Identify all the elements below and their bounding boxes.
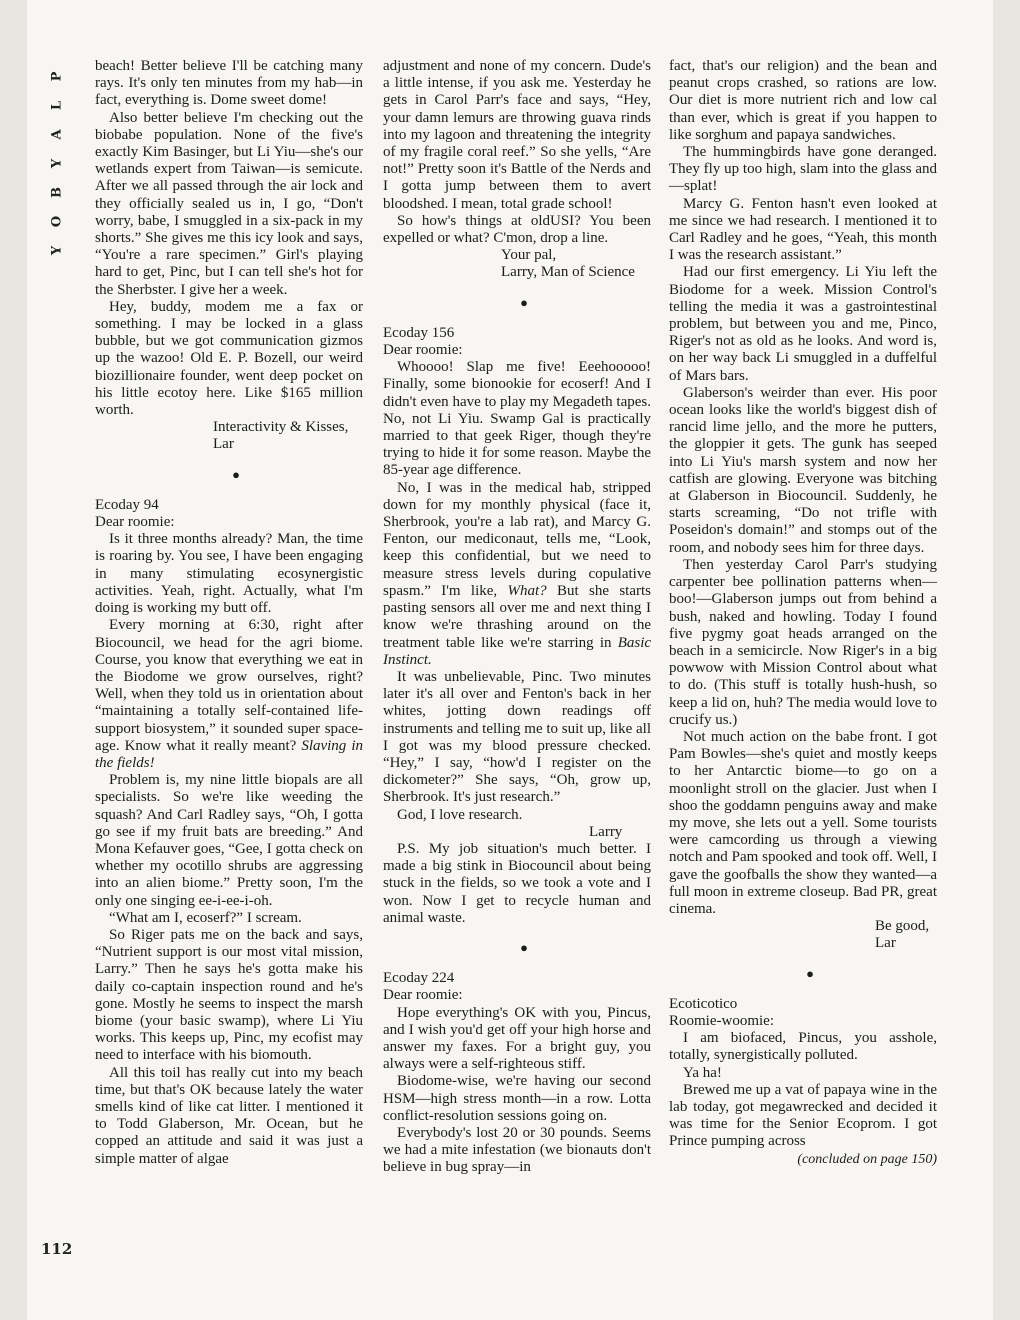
signoff: Interactivity & Kisses, [213,419,349,436]
continued-note: (concluded on page 150) [797,1151,937,1167]
text-column-2 [383,58,651,1177]
signoff: Your pal, [501,247,557,264]
masthead-letter: Y [49,158,65,169]
signature: Larry, Man of Science [501,264,635,281]
paragraph: Then yesterday Carol Parr's studying carpenter bee pollination patterns when—boo!—Glaberson jumps out from behind a bush, naked and howling. Today I found five pygmy goat heads arranged on the beach in a semicircle. Now Riger's in a big powwow with Mission Control about what to do. (This stuff is totally hush-hush, so keep a lid on, huh? The media would love to crucify us.) [669,556,937,728]
paragraph [383,480,651,669]
paragraph: Is it three months already? Man, the time is roaring by. You see, I have been engaging in many stimulating ecosynergistic activities. Yeah, right. Actually, what I'm doing is working my butt off. [95,531,363,617]
masthead-letter: O [49,215,65,228]
masthead-vertical [47,62,67,265]
entry-heading: Ecoday 224 [383,970,455,987]
section-bullet: ● [232,466,240,482]
text-column-1 [95,58,363,1168]
paragraph: It was unbelievable, Pinc. Two minutes later it's all over and Fenton's back in her whites, jotting down readings off instruments and telling me to suit up, like all I got was my blood pressure checked. “Hey,” I say, “how'd I register on the dickometer?” She says, “Oh, grow up, Sherbrook. It's just research.” [383,668,651,806]
section-bullet: ● [520,294,528,310]
italic-text: Basic Instinct. [383,634,652,668]
paragraph: All this toil has really cut into my beach time, but that's OK because lately the water smells kind of like cat litter. I mentioned it to Todd Glaberson, Mr. Ocean, but he copped an attitude and said it was just a simple matter of algae [95,1064,363,1167]
entry-heading: Ecoday 94 [95,496,159,513]
entry-heading: Ecoday 156 [383,324,455,341]
paragraph: Problem is, my nine little biopals are all specialists. So we're like weeding the squash? And Carl Radley says, “Oh, I gotta go see if my fruit bats are breeding.” And Mona Kefauver goes, “Gee, I gotta check on whether my ocotillo shrubs are aggressing into an alien biome.” Pretty soon, I'm the only one singing ee-i-ee-i-oh. [95,772,363,909]
page-number: 112 [41,1240,73,1258]
paragraph: Brewed me up a vat of papaya wine in the lab today, got megawrecked and decided it was time for the Senior Ecoprom. I got Prince pumping across [669,1081,937,1150]
signoff: Be good, [875,918,930,935]
paragraph: God, I love research. [397,806,523,823]
signature: Lar [875,935,896,952]
italic-text: What? [507,582,547,599]
entry-heading: Ecoticotico [669,995,738,1012]
paragraph: So Riger pats me on the back and says, “Nutrient support is our most vital mission, Larry.” Then he says he's gotta make his daily co-captain inspection round and he's gone. Mostly he seems to inspect the marsh biome (your basic swamp), where Li Yiu works. This keeps up, Pinc, my ecofist may need to interface with his biomouth. [95,926,363,1064]
paragraph: Also better believe I'm checking out the biobabe population. None of the five's exactly Kim Basinger, but Li Yiu—she's our wetlands expert from Taiwan—is semicute. After we all passed through the air lock and they officially sealed us in, I go, “Don't worry, babe, I smuggled in a six-pack in my shorts.” She gives me this icy look and says, “You're a rare specimen.” Girl's playing hard to get, Pinc, but I can tell she's hot for the Sherbster. I give her a week. [95,109,363,298]
paragraph: P.S. My job situation's much better. I made a big stink in Biocouncil about being stuck in the fields, so we took a vote and I won. Now I get to recycle human and animal waste. [383,840,651,926]
masthead-letter: Y [49,245,65,256]
section-bullet: ● [520,939,528,955]
masthead-letter: B [49,187,65,198]
salutation: Dear roomie: [95,514,175,531]
italic-text: Slaving in the fields! [95,737,363,771]
paragraph: Ya ha! [683,1064,722,1081]
paragraph: Not much action on the babe front. I got Pam Bowles—she's quiet and mostly keeps to her Antarctic biome—to go on a moonlight stroll on the glacier. Just when I shoo the goddamn penguins away and make my move, she lets out a yell. Some tourists were camcording us through a viewing notch and Pam spooked and took off. Well, I gave the goofballs the show they wanted—a full moon in extreme closeup. Bad PR, great cinema. [669,728,937,917]
paragraph-text: Every morning at 6:30, right after Biocouncil, we head for the agri biome. Course, you know that everything we eat in the Biodome we grow ourselves, right? Well, when they told us in orientation about “maintaining a totally self-contained life-support biosystem,” it sounded super space-age. Know what it really meant? [95,617,363,754]
text-column-3 [669,58,937,1168]
paragraph-text: But she starts pasting sensors all over me and next thing I know we're thrashing around on the treatment table like we're starring in [383,582,651,651]
paragraph-text: No, I was in the medical hab, stripped down for my monthly physical (face it, Sherbrook, you're a lab rat), and Marcy G. Fenton, our mediconaut, tells me, “Look, keep this confidential, but we need to measure stress levels during copulative spasm.” I'm like, [383,479,651,599]
masthead-letter: A [49,129,65,140]
salutation: Dear roomie: [383,342,463,359]
paragraph: Biodome-wise, we're having our second HSM—high stress month—in a row. Lotta conflict-resolution sessions going on. [383,1073,651,1124]
paragraph [95,617,363,772]
paragraph: Marcy G. Fenton hasn't even looked at me since we had research. I mentioned it to Carl Radley and he goes, “Yeah, this month I was the research assistant.” [669,195,937,264]
paragraph: Everybody's lost 20 or 30 pounds. Seems we had a mite infestation (we bionauts don't believe in bug spray—in [383,1124,651,1176]
paragraph: Hope everything's OK with you, Pincus, and I wish you'd get off your high horse and answer my faxes. For a bright guy, you always were a self-righteous stiff. [383,1004,651,1073]
paragraph: Had our first emergency. Li Yiu left the Biodome for a week. Mission Control's telling the media it was a gastrointestinal problem, but between you and me, Pinco, Riger's not as old as he looks. And word is, on her way back Li smuggled in a duffelful of Mars bars. [669,264,937,384]
paragraph: Hey, buddy, modem me a fax or something. I may be locked in a glass bubble, but we got communication gizmos up the wazoo! Old E. P. Bozell, our weird biozillionaire founder, went deep pocket on his little ecotoy here. Like $165 million worth. [95,298,363,419]
salutation: Dear roomie: [383,987,463,1004]
paragraph: Glaberson's weirder than ever. His poor ocean looks like the world's biggest dish of rancid lime jello, and the more he putters, the gloppier it gets. The gunk has seeped into Li Yiu's marsh system and now her catfish are glowing. Everyone was bitching at Glaberson in Biocouncil. Suddenly, he starts screaming, “Do not trifle with Poseidon's domain!” and stomps out of the room, and nobody sees him for three days. [669,384,937,556]
section-bullet: ● [806,965,814,981]
paragraph: beach! Better believe I'll be catching many rays. It's only ten minutes from my hab—in fact, everything is. Dome sweet dome! [95,58,363,109]
signature: Larry [589,823,623,840]
paragraph: The hummingbirds have gone deranged. They fly up too high, slam into the glass and—splat! [669,144,937,195]
paragraph: “What am I, ecoserf?” I scream. [109,909,302,926]
paragraph: So how's things at oldUSI? You been expelled or what? C'mon, drop a line. [383,212,651,247]
salutation: Roomie-woomie: [669,1012,774,1029]
paragraph: fact, that's our religion) and the bean and peanut crops crashed, so rations are low. Our diet is more nutrient rich and low cal than ever, which is great if you happen to like sorghum and papaya sandwiches. [669,58,937,143]
signature: Lar [213,436,234,453]
masthead-letter: P [49,71,65,82]
paragraph: adjustment and none of my concern. Dude's a little intense, if you ask me. Yesterday he gets in Carol Parr's face and says, “Hey, your damn lemurs are throwing guava rinds into my lagoon and threatening the integrity of my fragile coral reef.” So she yells, “Are not!” Pretty soon it's Battle of the Nerds and I gotta jump between them to avert bloodshed. I mean, total grade school! [383,58,651,212]
magazine-page [27,0,993,1320]
paragraph: I am biofaced, Pincus, you asshole, totally, synergistically polluted. [669,1030,937,1064]
masthead-letter: L [49,100,65,111]
paragraph: Whoooo! Slap me five! Eeehooooo! Finally, some bionookie for ecoserf! And I didn't even have to play my Megadeth tapes. No, not Li Yiu. Swamp Gal is practically married to that geek Riger, though they're trying to hide it for some reason. Maybe the 85-year age difference. [383,359,651,479]
